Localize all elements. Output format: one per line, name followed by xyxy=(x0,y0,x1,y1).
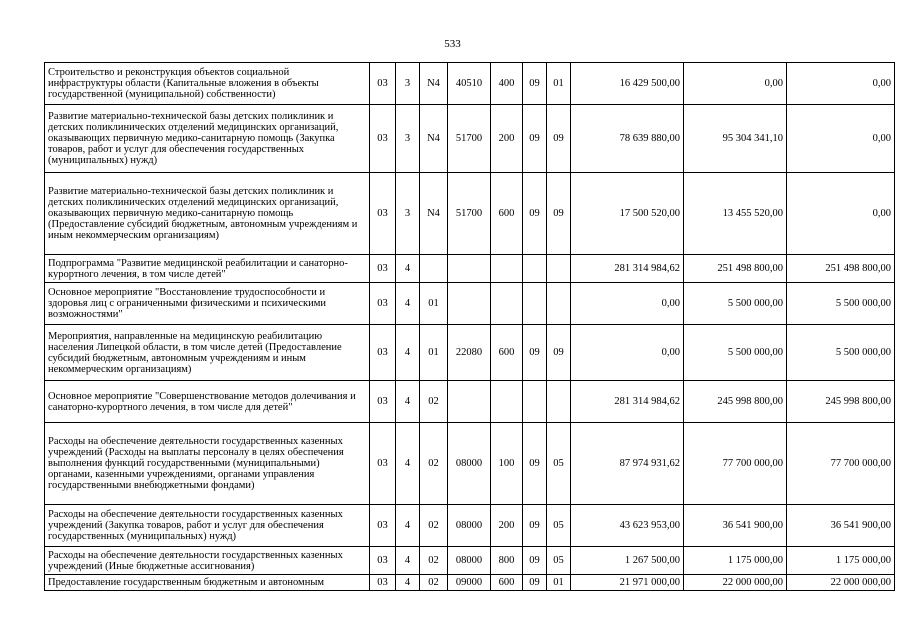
code-cell: 08000 xyxy=(448,423,491,505)
code-cell: 03 xyxy=(370,423,396,505)
code-cell: 09 xyxy=(547,105,571,173)
code-cell xyxy=(448,255,491,283)
amount-cell: 43 623 953,00 xyxy=(571,505,684,547)
amount-cell: 77 700 000,00 xyxy=(787,423,895,505)
row-name: Расходы на обеспечение деятельности государственных казенных учреждений (Иные бюджетные ассигнования) xyxy=(45,547,370,575)
amount-cell: 245 998 800,00 xyxy=(787,381,895,423)
amount-cell: 251 498 800,00 xyxy=(684,255,787,283)
code-cell: 200 xyxy=(491,105,523,173)
table-row xyxy=(45,63,895,105)
amount-cell: 5 500 000,00 xyxy=(684,283,787,325)
code-cell: 01 xyxy=(420,325,448,381)
amount-cell: 1 267 500,00 xyxy=(571,547,684,575)
amount-cell: 0,00 xyxy=(787,173,895,255)
code-cell: 600 xyxy=(491,325,523,381)
code-cell: 01 xyxy=(420,283,448,325)
amount-cell: 5 500 000,00 xyxy=(787,283,895,325)
row-name: Развитие материально-технической базы детских поликлиник и детских поликлинических отделений медицинских организаций, оказывающих первичную медико-санитарную помощь (Предоставление субсидий бюджетным, автономным учреждениям и иным некоммерческим организациям) xyxy=(45,173,370,255)
table-row xyxy=(45,381,895,423)
code-cell: 09 xyxy=(523,575,547,591)
amount-cell: 77 700 000,00 xyxy=(684,423,787,505)
code-cell: 4 xyxy=(396,505,420,547)
table-row xyxy=(45,575,895,591)
table-row xyxy=(45,105,895,173)
code-cell: 4 xyxy=(396,255,420,283)
amount-cell: 281 314 984,62 xyxy=(571,381,684,423)
code-cell: 4 xyxy=(396,381,420,423)
row-name: Основное мероприятие "Совершенствование методов долечивания и санаторно-курортного лечения, в том числе для детей" xyxy=(45,381,370,423)
code-cell: 09 xyxy=(523,505,547,547)
code-cell: 4 xyxy=(396,423,420,505)
amount-cell: 13 455 520,00 xyxy=(684,173,787,255)
row-name: Расходы на обеспечение деятельности государственных казенных учреждений (Расходы на выплаты персоналу в целях обеспечения выполнения функций государственными (муниципальными) органами, казенными учреждениями, органами управления государственными внебюджетными фондами) xyxy=(45,423,370,505)
code-cell: 02 xyxy=(420,575,448,591)
code-cell: 4 xyxy=(396,547,420,575)
code-cell: 22080 xyxy=(448,325,491,381)
amount-cell: 17 500 520,00 xyxy=(571,173,684,255)
code-cell: 400 xyxy=(491,63,523,105)
code-cell: 03 xyxy=(370,381,396,423)
code-cell: 03 xyxy=(370,547,396,575)
amount-cell: 1 175 000,00 xyxy=(787,547,895,575)
code-cell: 03 xyxy=(370,105,396,173)
code-cell: 600 xyxy=(491,575,523,591)
amount-cell: 0,00 xyxy=(571,283,684,325)
row-name: Мероприятия, направленные на медицинскую реабилитацию населения Липецкой области, в том числе детей (Предоставление субсидий бюджетным, автономным учреждениям и иным некоммерческим организациям) xyxy=(45,325,370,381)
code-cell xyxy=(523,255,547,283)
code-cell: 09 xyxy=(523,105,547,173)
amount-cell: 16 429 500,00 xyxy=(571,63,684,105)
row-name: Основное мероприятие "Восстановление трудоспособности и здоровья лиц с ограниченными физическими и психическими возможностями" xyxy=(45,283,370,325)
code-cell: 03 xyxy=(370,325,396,381)
amount-cell: 0,00 xyxy=(787,63,895,105)
code-cell: 08000 xyxy=(448,505,491,547)
code-cell: 01 xyxy=(547,63,571,105)
code-cell: 200 xyxy=(491,505,523,547)
amount-cell: 5 500 000,00 xyxy=(684,325,787,381)
code-cell: 09 xyxy=(523,63,547,105)
table-row xyxy=(45,547,895,575)
amount-cell: 87 974 931,62 xyxy=(571,423,684,505)
code-cell: 09 xyxy=(523,325,547,381)
amount-cell: 78 639 880,00 xyxy=(571,105,684,173)
page-number: 533 xyxy=(444,38,461,50)
code-cell: 51700 xyxy=(448,173,491,255)
code-cell: 40510 xyxy=(448,63,491,105)
amount-cell: 281 314 984,62 xyxy=(571,255,684,283)
code-cell xyxy=(491,255,523,283)
code-cell: 3 xyxy=(396,63,420,105)
code-cell: 03 xyxy=(370,283,396,325)
code-cell: 3 xyxy=(396,105,420,173)
code-cell: 03 xyxy=(370,575,396,591)
table-row xyxy=(45,505,895,547)
code-cell: 800 xyxy=(491,547,523,575)
code-cell: 05 xyxy=(547,547,571,575)
amount-cell: 22 000 000,00 xyxy=(787,575,895,591)
amount-cell: 0,00 xyxy=(684,63,787,105)
code-cell: 02 xyxy=(420,547,448,575)
code-cell xyxy=(547,283,571,325)
code-cell: 09 xyxy=(547,325,571,381)
code-cell: N4 xyxy=(420,63,448,105)
row-name: Развитие материально-технической базы детских поликлиник и детских поликлинических отделений медицинских организаций, оказывающих первичную медико-санитарную помощь (Закупка товаров, работ и услуг для обеспечения государственных (муниципальных) нужд) xyxy=(45,105,370,173)
code-cell: 600 xyxy=(491,173,523,255)
row-name: Подпрограмма "Развитие медицинской реабилитации и санаторно-курортного лечения, в том числе детей" xyxy=(45,255,370,283)
code-cell: 100 xyxy=(491,423,523,505)
code-cell: 08000 xyxy=(448,547,491,575)
amount-cell: 0,00 xyxy=(571,325,684,381)
amount-cell: 36 541 900,00 xyxy=(684,505,787,547)
code-cell xyxy=(420,255,448,283)
code-cell: 03 xyxy=(370,63,396,105)
code-cell xyxy=(491,283,523,325)
table-row xyxy=(45,325,895,381)
table-row xyxy=(45,173,895,255)
amount-cell: 245 998 800,00 xyxy=(684,381,787,423)
code-cell: 4 xyxy=(396,325,420,381)
code-cell: 03 xyxy=(370,255,396,283)
code-cell: 03 xyxy=(370,505,396,547)
code-cell: 51700 xyxy=(448,105,491,173)
amount-cell: 251 498 800,00 xyxy=(787,255,895,283)
code-cell: 4 xyxy=(396,283,420,325)
code-cell xyxy=(547,381,571,423)
code-cell: 03 xyxy=(370,173,396,255)
code-cell xyxy=(448,283,491,325)
code-cell: 02 xyxy=(420,381,448,423)
code-cell xyxy=(448,381,491,423)
amount-cell: 95 304 341,10 xyxy=(684,105,787,173)
amount-cell: 21 971 000,00 xyxy=(571,575,684,591)
code-cell xyxy=(491,381,523,423)
table-row xyxy=(45,423,895,505)
code-cell: 09 xyxy=(523,423,547,505)
amount-cell: 1 175 000,00 xyxy=(684,547,787,575)
code-cell: 09000 xyxy=(448,575,491,591)
amount-cell: 5 500 000,00 xyxy=(787,325,895,381)
code-cell: 02 xyxy=(420,505,448,547)
row-name: Расходы на обеспечение деятельности государственных казенных учреждений (Закупка товаров, работ и услуг для обеспечения государственных (муниципальных) нужд) xyxy=(45,505,370,547)
code-cell xyxy=(523,381,547,423)
table-row xyxy=(45,283,895,325)
amount-cell: 36 541 900,00 xyxy=(787,505,895,547)
table-row xyxy=(45,255,895,283)
code-cell: N4 xyxy=(420,105,448,173)
code-cell: N4 xyxy=(420,173,448,255)
budget-table xyxy=(44,62,895,591)
code-cell: 05 xyxy=(547,505,571,547)
row-name: Строительство и реконструкция объектов социальной инфраструктуры области (Капитальные вложения в объекты государственной (муниципальной) собственности) xyxy=(45,63,370,105)
amount-cell: 0,00 xyxy=(787,105,895,173)
code-cell xyxy=(547,255,571,283)
row-name: Предоставление государственным бюджетным и автономным xyxy=(45,575,370,591)
code-cell: 05 xyxy=(547,423,571,505)
amount-cell: 22 000 000,00 xyxy=(684,575,787,591)
code-cell: 4 xyxy=(396,575,420,591)
code-cell: 3 xyxy=(396,173,420,255)
code-cell: 02 xyxy=(420,423,448,505)
code-cell xyxy=(523,283,547,325)
code-cell: 01 xyxy=(547,575,571,591)
code-cell: 09 xyxy=(547,173,571,255)
code-cell: 09 xyxy=(523,173,547,255)
code-cell: 09 xyxy=(523,547,547,575)
